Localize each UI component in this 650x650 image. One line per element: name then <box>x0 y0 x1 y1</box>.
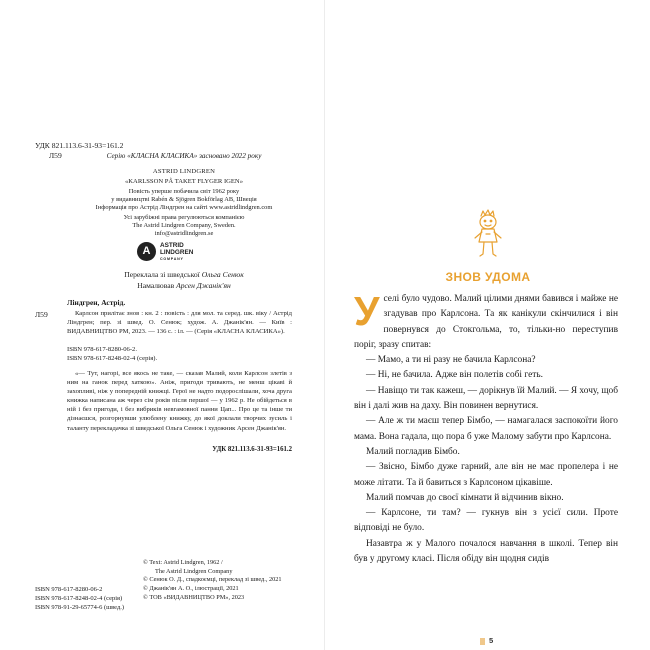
isbn-item: ISBN 978-91-29-65774-6 (швед.) <box>35 603 125 611</box>
catalog-isbn-line: ISBN 978-617-8280-06-2. <box>67 346 137 353</box>
story-paragraph: — Звісно, Бімбо дуже гарний, але він не має пропелера і не може літати. Та й бавиться з Карлсоном цікавіше. <box>354 462 618 488</box>
isbn-item: ISBN 978-617-8248-02-4 (серія) <box>35 594 123 602</box>
illustrator-name: Арсен Джанік'ян <box>176 281 231 290</box>
story-paragraph: Назавтра ж у Малого почалося навчання в школі. Тепер він був у другому класі. Після обіду він щодня сидів <box>354 538 618 565</box>
copyright-item: © Сенюк О. Д., спадкоємці, переклад зі швед., 2021 <box>143 576 282 584</box>
copyright-item: The Astrid Lindgren Company <box>155 567 233 575</box>
page-number-marker <box>480 638 485 645</box>
isbn-item: ISBN 978-617-8280-06-2 <box>35 586 103 593</box>
page-number-text: 5 <box>489 636 494 645</box>
rights-info-line: The Astrid Lindgren Company, Sweden. <box>132 222 236 229</box>
chapter-title: ЗНОВ УДОМА <box>445 270 531 284</box>
story-text <box>354 288 619 567</box>
page-number <box>480 636 493 645</box>
udk-code: УДК 821.113.6-31-93=161.2 <box>35 141 124 150</box>
catalog-author: Ліндгрен, Астрід. <box>67 298 126 307</box>
author-sign: Л59 <box>35 310 48 319</box>
udk-code-bottom: УДК 821.113.6-31-93=161.2 <box>212 446 292 453</box>
translator-name: Ольга Сенюк <box>201 270 244 279</box>
story-paragraph: — Навіщо ти так кажеш, — дорікнув їй Малий. — Я хочу, щоб він і далі жив на даху. Він повинен вернутися. <box>354 385 619 412</box>
translator-credit <box>70 270 298 280</box>
astrid-lindgren-company-logo <box>137 240 227 264</box>
story-paragraph: — Мамо, а ти ні разу не бачила Карлсона? <box>366 355 536 366</box>
catalog-description-text: Карлсон прилітає знов : кн. 2 : повість : для мол. та серед. шк. віку / Астрід Ліндгрен; пер. зі швед. О. Сенюк; худож. А. Джанік'ян. — Київ : ВИДАВНИЦТВО РМ, 2023. — 136 с. : іл. — (Серія «КЛАСНА КЛАСИКА»). <box>67 310 292 336</box>
catalog-isbn-line: ISBN 978-617-8248-02-4 (серія). <box>67 355 158 363</box>
publication-info-line: Інформація про Астрід Ліндгрен на сайті www.astridlindgren.com <box>95 204 273 211</box>
logo-text: ASTRID <box>160 242 184 249</box>
author-latin: ASTRID LINDGREN <box>152 168 216 175</box>
rights-info-line: Усі зарубіжні права регулюються компанією <box>123 214 245 221</box>
story-paragraph: — Але ж ти маєш тепер Бімбо, — намагалася заспокоїти його мама. Вона гадала, що пора б уже Малому забути про Карлсона. <box>354 416 618 442</box>
series-note: Серію «КЛАСНА КЛАСИКА» засновано 2022 року <box>106 152 262 160</box>
logo-text: COMPANY <box>160 257 184 261</box>
catalog-isbn <box>67 345 292 363</box>
publication-info-line: у видавництві Rabén & Sjögren Bokförlag AB, Швеція <box>111 196 257 203</box>
story-paragraph <box>354 288 618 353</box>
publication-info-line: Повість уперше побачила світ 1962 року <box>128 188 240 195</box>
translator-label: Переклала зі шведської <box>124 270 200 279</box>
copyright-list <box>143 559 282 602</box>
rights-email: info@astridlindgren.se <box>154 230 214 237</box>
catalog-summary: «— Тут, нагорі, все якось не таке, — сказав Малий, коли Карлсон злетів з ним на ганок перед хаткою». Аніж, пригоди тривають, не менш цікаві й захопливі, ніж у попередній книжці. Герої не надто подорослішали, хоча друга книжка написана аж через сім років після першої — у 1962 р. Не обійдеться в ній і без пригоди, і без вибриків невгамовної панни Цап... Про це та інше ти дізнаєшся, розгорнувши улюблену книжку, до якої доклали творчих зусиль і таланту перекладачка зі шведської Ольга Сенюк і художник Арсен Джанік'ян. <box>67 370 292 432</box>
drop-cap: У <box>354 288 380 334</box>
karlsson-boy-icon <box>471 208 505 260</box>
story-paragraph-text: селі було чудово. Малий цілими днями бавився і майже не згадував про Карлсона. Та як канікули скінчилися і він повернувся до Стокгольма, то, тільки-но переступив поріг, зразу спитав: <box>354 294 618 350</box>
story-paragraph: Малий помчав до своєї кімнати й відчинив вікно. <box>366 492 564 503</box>
copyright-item: © ТОВ «ВИДАВНИЦТВО РМ», 2023 <box>143 593 245 601</box>
original-title: «KARLSSON PÅ TAKET FLYGER IGEN» <box>125 178 243 185</box>
story-paragraph: — Карлсоне, ти там? — гукнув він з усієї сили. Проте відповіді не було. <box>354 508 618 534</box>
illustrator-label: Намалював <box>137 281 175 290</box>
story-paragraph: Малий погладив Бімбо. <box>366 446 460 457</box>
isbn-list <box>35 586 124 613</box>
illustrator-credit <box>70 281 298 291</box>
story-paragraph: — Ні, не бачила. Адже він полетів собі геть. <box>366 370 543 381</box>
logo-mark: A <box>137 242 156 261</box>
catalog-description <box>67 309 292 336</box>
logo-text: LINDGREN <box>160 249 194 256</box>
copyright-item: © Джанік'ян А. О., ілюстрації, 2021 <box>143 585 239 593</box>
copyright-item: © Text: Astrid Lindgren, 1962 / <box>143 559 223 566</box>
author-sign: Л59 <box>49 151 62 160</box>
